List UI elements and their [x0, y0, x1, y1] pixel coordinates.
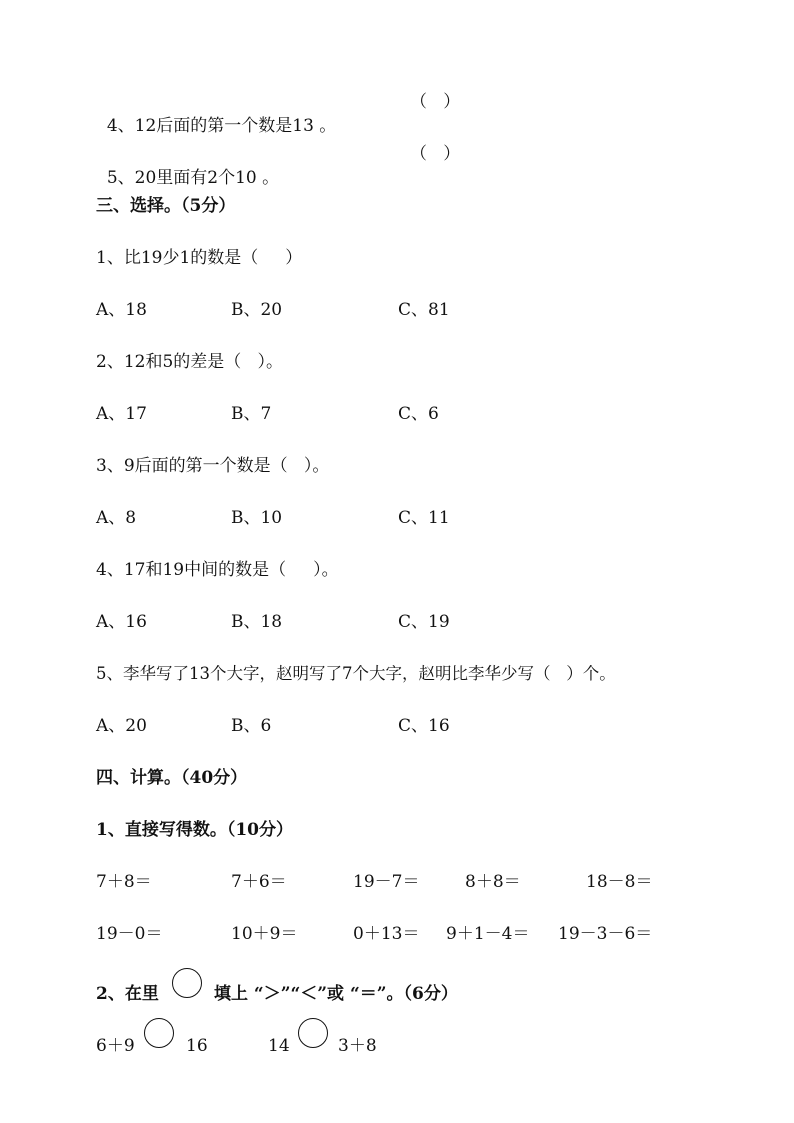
circle-icon — [172, 968, 202, 998]
judgement-item-5-text: 5、20里面有2个10 。 — [106, 168, 280, 188]
section-3-title: 三、选择。（5分） — [96, 196, 236, 216]
direct-calc-title: 1、直接写得数。（10分） — [96, 820, 293, 840]
calc-item[interactable]: 8＋8＝ — [465, 872, 521, 892]
choice-4-option-a[interactable]: A、16 — [96, 612, 147, 632]
choice-5-option-b[interactable]: B、6 — [231, 716, 272, 736]
judgement-item-5-answer-paren[interactable]: （ ） — [410, 144, 461, 164]
section-4-title: 四、计算。（40分） — [96, 768, 248, 788]
compare-2-right: 3＋8 — [338, 1036, 377, 1056]
compare-2-left: 14 — [268, 1036, 290, 1056]
judgement-item-4 — [96, 90, 336, 138]
choice-question-3: 3、9后面的第一个数是（ ）。 — [96, 456, 330, 476]
calc-item[interactable]: 0＋13＝ — [353, 924, 420, 944]
judgement-item-5 — [96, 142, 279, 190]
choice-3-option-a[interactable]: A、8 — [96, 508, 137, 528]
choice-5-option-c[interactable]: C、16 — [398, 716, 450, 736]
choice-3-option-c[interactable]: C、11 — [398, 508, 450, 528]
compare-1-right: 16 — [186, 1036, 208, 1056]
calc-item[interactable]: 9＋1－4＝ — [446, 924, 530, 944]
compare-1-left: 6＋9 — [96, 1036, 135, 1056]
calc-item[interactable]: 19－3－6＝ — [558, 924, 653, 944]
choice-question-4: 4、17和19中间的数是（ ）。 — [96, 560, 339, 580]
choice-1-option-b[interactable]: B、20 — [231, 300, 283, 320]
choice-question-1: 1、比19少1的数是（ ） — [96, 248, 303, 268]
calc-item[interactable]: 19－0＝ — [96, 924, 163, 944]
choice-question-5: 5、李华写了13个大字，赵明写了7个大字，赵明比李华少写（ ）个。 — [96, 664, 616, 683]
calc-item[interactable]: 10＋9＝ — [231, 924, 298, 944]
choice-3-option-b[interactable]: B、10 — [231, 508, 283, 528]
choice-4-option-b[interactable]: B、18 — [231, 612, 283, 632]
choice-1-option-a[interactable]: A、18 — [96, 300, 147, 320]
calc-item[interactable]: 7＋8＝ — [96, 872, 152, 892]
choice-1-option-c[interactable]: C、81 — [398, 300, 450, 320]
judgement-item-4-text: 4、12后面的第一个数是13 。 — [106, 116, 337, 136]
choice-2-option-c[interactable]: C、6 — [398, 404, 439, 424]
compare-2-answer-circle[interactable] — [298, 1018, 328, 1048]
judgement-item-4-answer-paren[interactable]: （ ） — [410, 92, 461, 112]
choice-2-option-b[interactable]: B、7 — [231, 404, 272, 424]
compare-title-suffix: 填上 “＞”“＜”或 “＝”。（6分） — [214, 984, 458, 1004]
choice-4-option-c[interactable]: C、19 — [398, 612, 450, 632]
choice-2-option-a[interactable]: A、17 — [96, 404, 147, 424]
choice-question-2: 2、12和5的差是（ ）。 — [96, 352, 283, 372]
compare-1-answer-circle[interactable] — [144, 1018, 174, 1048]
calc-item[interactable]: 18－8＝ — [586, 872, 653, 892]
calc-item[interactable]: 19－7＝ — [353, 872, 420, 892]
calc-item[interactable]: 7＋6＝ — [231, 872, 287, 892]
compare-title-prefix: 2、在里 — [96, 984, 159, 1004]
choice-5-option-a[interactable]: A、20 — [96, 716, 147, 736]
